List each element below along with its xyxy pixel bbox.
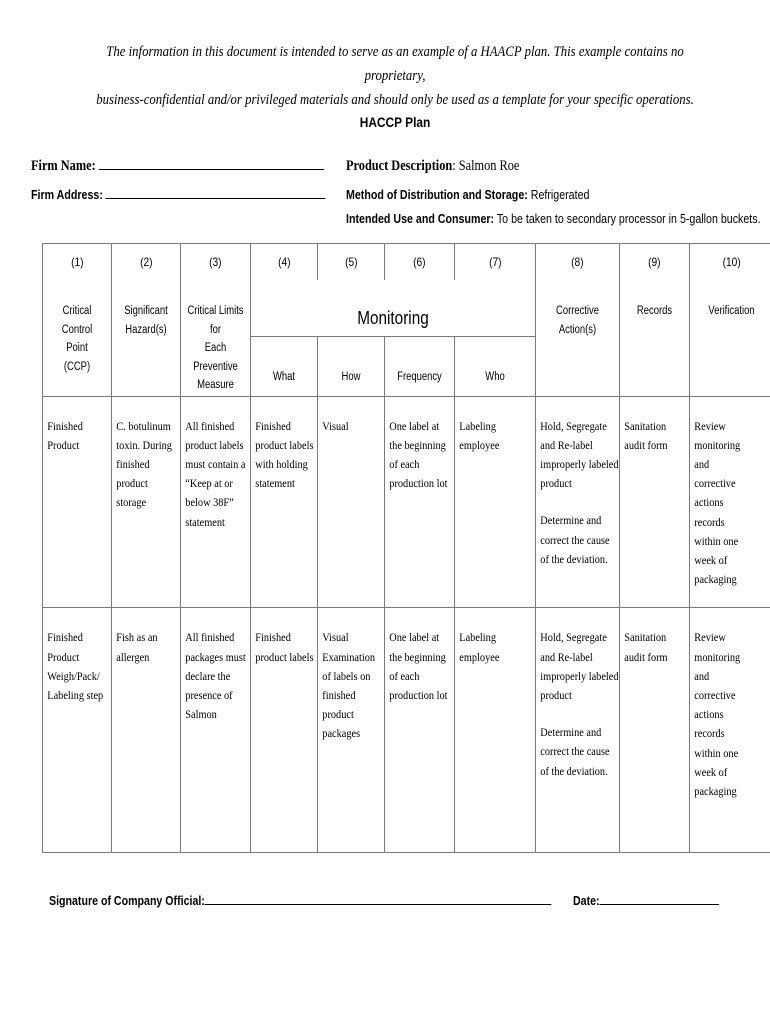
header-text: Each	[204, 342, 227, 354]
cell-text-line: Examination	[322, 649, 376, 664]
header-text: How	[341, 370, 361, 383]
cell-text-line: Weigh/Pack/	[47, 668, 100, 683]
cell-text-line: product	[540, 687, 572, 702]
header-critical-limits	[181, 280, 251, 396]
column-number: (2)	[139, 255, 153, 269]
cell-text-line: production lot	[389, 687, 448, 702]
cell-text-line: One label at	[389, 630, 440, 645]
date-line[interactable]	[600, 904, 720, 905]
how-cell	[318, 396, 385, 608]
cell-text-line: improperly labeled	[540, 456, 619, 471]
cell-text-line: production lot	[389, 476, 448, 491]
cell-text-line: with holding	[255, 456, 308, 471]
product-description	[346, 158, 519, 175]
cell-text-line: All finished	[185, 418, 235, 433]
column-number: (3)	[209, 255, 222, 269]
cell-text-line: Labeling step	[47, 687, 104, 702]
cell-text-line: within one	[694, 533, 739, 548]
ccp-cell	[43, 396, 112, 608]
cell-text-line: Sanitation	[624, 418, 667, 433]
firm-name-line[interactable]	[99, 169, 324, 170]
cell-text-line: actions	[694, 495, 724, 510]
intended-use-label: Intended Use and Consumer:	[346, 211, 495, 226]
header-what	[251, 336, 318, 396]
cell-text-line: audit form	[624, 649, 668, 664]
column-number-row	[43, 244, 770, 281]
column-number: (5)	[344, 255, 358, 269]
corrective-actions-cell	[536, 608, 620, 853]
header-text: Records	[636, 305, 673, 317]
column-number: (7)	[488, 255, 502, 269]
cell-text-line: must contain a	[185, 456, 246, 471]
header-text: What	[272, 370, 296, 383]
product-description-label: Product Description	[346, 158, 453, 174]
cell-text-line: storage	[116, 495, 147, 510]
cell-text-line: week of	[694, 764, 728, 779]
cell-text-line: packages must	[185, 649, 246, 664]
cell-text-line: product labels	[255, 649, 314, 664]
header-text: Point	[66, 342, 88, 354]
cell-text-line: Fish as an	[116, 630, 158, 645]
who-cell	[455, 396, 536, 608]
header-text: Corrective	[556, 305, 599, 317]
cell-text-line: of the deviation.	[540, 763, 608, 778]
column-number: (10)	[722, 255, 741, 269]
records-cell	[620, 608, 690, 853]
cell-text-line: Determine and	[540, 513, 602, 528]
header-text: Significant	[124, 305, 168, 317]
column-number: (6)	[413, 255, 426, 269]
header-who	[455, 336, 536, 396]
header-text: for	[209, 323, 221, 336]
header-records	[620, 280, 690, 396]
cell-text-line: below 38F”	[185, 495, 234, 510]
cell-text-line: of each	[389, 668, 420, 683]
cell-text-line: correct the cause	[540, 744, 610, 759]
table-row	[43, 608, 770, 853]
cell-text-line: of labels on	[322, 668, 371, 683]
frequency-cell	[385, 608, 455, 853]
header-verification	[690, 280, 770, 396]
cell-text-line: Sanitation	[624, 630, 667, 645]
hazards-cell	[112, 608, 181, 853]
cell-text-line: Product	[47, 437, 80, 452]
header-text: Critical Limits	[187, 305, 244, 317]
what-cell	[251, 608, 318, 853]
monitoring-label: Monitoring	[357, 308, 429, 328]
firm-address-field[interactable]	[31, 187, 326, 202]
cell-text-line: correct the cause	[540, 532, 610, 547]
cell-text-line: Hold, Segregate	[540, 418, 607, 433]
firm-name-field[interactable]	[31, 158, 324, 175]
cell-text-line: statement	[185, 514, 225, 529]
ccp-cell	[43, 608, 112, 853]
intended-use-value: To be taken to secondary processor in 5-gallon buckets.	[494, 211, 761, 226]
header-frequency	[385, 336, 455, 396]
corrective-actions-cell	[536, 396, 620, 608]
cell-text-line: Visual	[322, 418, 349, 433]
column-number: (8)	[571, 255, 584, 269]
firm-name-label: Firm Name:	[31, 158, 96, 174]
verification-cell	[690, 396, 770, 608]
critical-limits-cell	[181, 608, 251, 853]
cell-text-line: employee	[459, 437, 500, 452]
haccp-plan-table	[42, 243, 770, 853]
disclaimer	[83, 40, 708, 112]
column-number: (1)	[70, 255, 84, 269]
cell-text-line: finished	[116, 456, 150, 471]
cell-text-line: audit form	[624, 437, 668, 452]
records-cell	[620, 396, 690, 608]
distribution-storage	[346, 187, 589, 202]
cell-text-line: One label at	[389, 418, 440, 433]
distribution-value: Refrigerated	[527, 187, 590, 202]
header-text: Preventive	[193, 360, 238, 373]
product-description-value: : Salmon Roe	[452, 158, 520, 174]
header-text: Critical Control	[61, 305, 93, 336]
cell-text-line: presence of	[185, 687, 233, 702]
cell-text-line: toxin. During	[116, 437, 172, 452]
cell-text-line: corrective	[694, 687, 736, 702]
verification-cell	[690, 608, 770, 853]
distribution-label: Method of Distribution and Storage:	[346, 187, 528, 202]
cell-text-line: Finished	[47, 418, 83, 433]
cell-text-line: and	[694, 456, 710, 471]
cell-text-line: of the deviation.	[540, 551, 608, 566]
column-number: (4)	[277, 255, 291, 269]
critical-limits-cell	[181, 396, 251, 608]
cell-text-line: Salmon	[185, 707, 217, 722]
disclaimer-line-1: The information in this document is intended to serve as an example of a HAACP plan. This example contains no proprietary,	[106, 44, 684, 84]
cell-text-line: Product	[47, 649, 80, 664]
frequency-cell	[385, 396, 455, 608]
header-corrective-actions	[536, 280, 620, 396]
cell-text-line: and Re-label	[540, 649, 593, 664]
table-row	[43, 396, 770, 608]
cell-text-line: Review	[694, 630, 726, 645]
hazards-cell	[112, 396, 181, 608]
header-hazards	[112, 280, 181, 396]
cell-text-line: Visual	[322, 630, 349, 645]
header-text: (CCP)	[63, 360, 91, 373]
cell-text-line: records	[694, 726, 725, 741]
cell-text-line: All finished	[185, 630, 235, 645]
what-cell	[251, 396, 318, 608]
cell-text-line: and Re-label	[540, 437, 593, 452]
header-text: Hazard(s)	[125, 323, 167, 336]
column-number: (9)	[648, 255, 661, 269]
cell-text-line: packaging	[694, 783, 737, 798]
cell-text-line: week of	[694, 552, 728, 567]
cell-text-line: product	[116, 476, 148, 491]
who-cell	[455, 608, 536, 853]
cell-text-line: C. botulinum	[116, 418, 171, 433]
cell-text-line: declare the	[185, 668, 231, 683]
cell-text-line: the beginning	[389, 649, 446, 664]
how-cell	[318, 608, 385, 853]
header-text: Verification	[708, 305, 755, 317]
cell-text-line: actions	[694, 707, 724, 722]
cell-text-line: of each	[389, 456, 420, 471]
cell-text-line: monitoring	[694, 649, 741, 664]
header-row-top	[43, 280, 770, 336]
header-ccp	[43, 280, 112, 396]
firm-address-label: Firm Address:	[31, 187, 103, 202]
disclaimer-line-2: business-confidential and/or privileged materials and should only be used as a template for your specific operations.	[96, 92, 694, 108]
cell-text-line: monitoring	[694, 437, 741, 452]
cell-text-line: Finished	[255, 418, 291, 433]
signature-line[interactable]	[205, 904, 552, 905]
cell-text-line: product labels	[185, 437, 244, 452]
intended-use	[346, 211, 761, 226]
date-label: Date:	[573, 894, 600, 908]
cell-text-line: packaging	[694, 572, 737, 587]
cell-text-line: allergen	[116, 649, 150, 664]
cell-text-line: “Keep at or	[185, 476, 233, 491]
header-text: Who	[485, 370, 505, 383]
cell-text-line: records	[694, 514, 725, 529]
cell-text-line: Finished	[47, 630, 83, 645]
cell-text-line: and	[694, 668, 710, 683]
header-how	[318, 336, 385, 396]
header-text: Action(s)	[558, 323, 597, 336]
cell-text-line: Hold, Segregate	[540, 630, 607, 645]
cell-text-line: Labeling	[459, 630, 496, 645]
cell-text-line: packages	[322, 726, 361, 741]
signature-field[interactable]	[49, 894, 552, 908]
cell-text-line: Finished	[255, 630, 291, 645]
firm-address-line[interactable]	[106, 198, 326, 199]
cell-text-line: product	[540, 476, 572, 491]
header-text: Frequency	[397, 370, 442, 383]
cell-text-line: product labels	[255, 437, 314, 452]
cell-text-line: product	[322, 707, 354, 722]
header-monitoring	[251, 280, 536, 336]
signature-label: Signature of Company Official:	[49, 894, 205, 908]
cell-text-line: employee	[459, 649, 500, 664]
date-field[interactable]	[573, 894, 719, 908]
cell-text-line: improperly labeled	[540, 668, 619, 683]
header-text: Measure	[197, 379, 234, 391]
cell-text-line: the beginning	[389, 437, 446, 452]
cell-text-line: statement	[255, 476, 295, 491]
cell-text-line: corrective	[694, 476, 736, 491]
cell-text-line: finished	[322, 687, 356, 702]
document-title: HACCP Plan	[359, 114, 431, 130]
cell-text-line: within one	[694, 745, 739, 760]
cell-text-line: Review	[694, 418, 726, 433]
cell-text-line: Labeling	[459, 418, 496, 433]
cell-text-line: Determine and	[540, 725, 602, 740]
